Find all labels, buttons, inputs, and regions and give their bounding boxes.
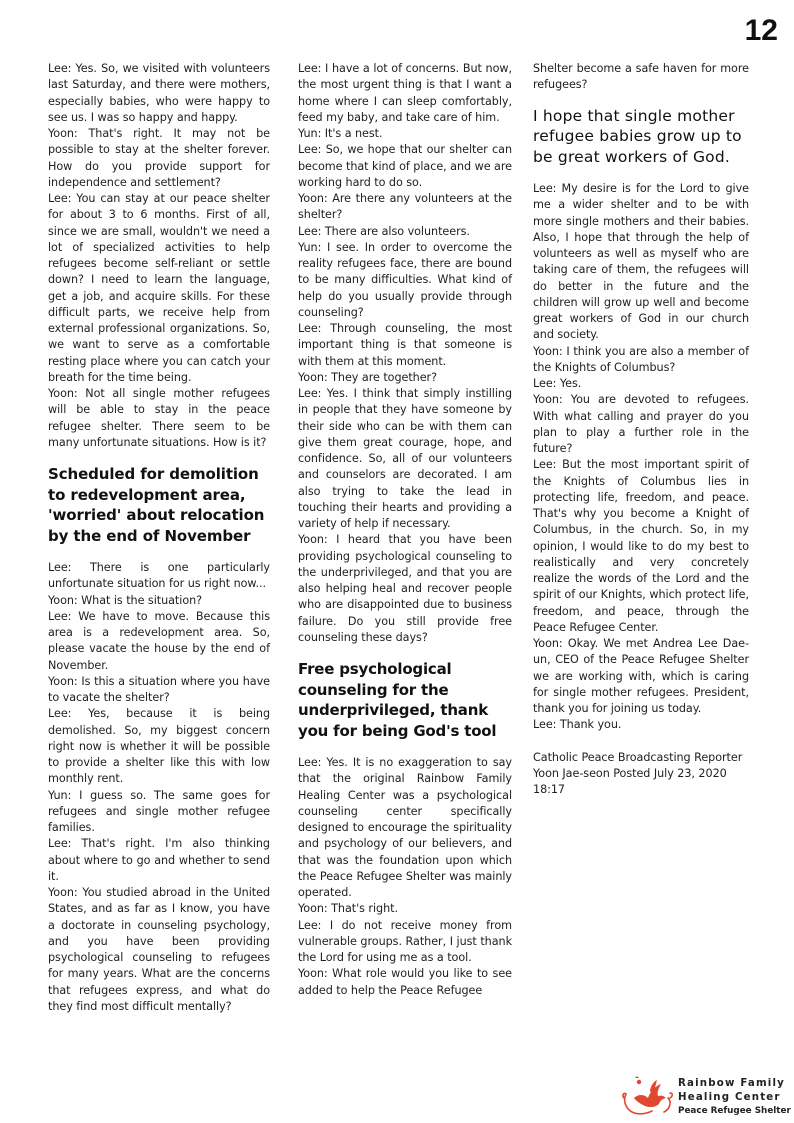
column-3 <box>533 61 749 798</box>
paragraph: Lee: Yes. So, we visited with volunteers last Saturday, and there were mothers, especially babies, who were happy to see us. I was so happy and happy. <box>48 62 270 124</box>
paragraph: Lee: That's right. I'm also thinking about where to go and whether to send it. <box>48 837 270 883</box>
paragraph: Yoon: That's right. It may not be possible to stay at the shelter forever. How do you provide support for independence and settlement? <box>48 127 270 189</box>
logo-line-1: Rainbow Family <box>678 1078 785 1089</box>
paragraph: Yun: I guess so. The same goes for refugees and single mother refugee families. <box>48 788 270 834</box>
article-credit: Catholic Peace Broadcasting Reporter Yoon Jae-seon Posted July 23, 2020 18:17 <box>533 750 743 796</box>
paragraph: Yoon: That's right. <box>298 902 398 916</box>
paragraph: Shelter become a safe haven for more refugees? <box>533 62 749 92</box>
paragraph: Lee: You can stay at our peace shelter for about 3 to 6 months. First of all, since we are small, wouldn't we need a lot of specialized activities to help refugees become self-reliant or settle down? I need to learn the language, get a job, and acquire skills. For these difficult parts, we receive help from external professional organizations. So, we want to serve as a comfortable resting place where you can catch your breath for the time being. <box>48 192 270 384</box>
column-1 <box>48 61 270 1015</box>
logo-line-2: Healing Center <box>678 1092 781 1103</box>
paragraph: Yoon: You are devoted to refugees. With what calling and prayer do you plan to play a further role in the future? <box>533 393 749 455</box>
paragraph: Lee: There are also volunteers. <box>298 224 470 238</box>
page-number: 12 <box>744 14 778 47</box>
paragraph: Yun: I see. In order to overcome the reality refugees face, there are bound to be many difficulties. What kind of help do you usually provide through counseling? <box>298 240 512 319</box>
section-heading: Scheduled for demolition to redevelopment area, 'worried' about relocation by the end of November <box>48 465 265 545</box>
column-2 <box>298 61 512 999</box>
logo-line-3: Peace Refugee Shelter <box>678 1106 791 1116</box>
paragraph: Yun: It's a nest. <box>298 127 383 140</box>
paragraph: Lee: There is one particularly unfortunate situation for us right now... <box>48 561 270 591</box>
paragraph: Yoon: Not all single mother refugees will be able to stay in the peace refugee shelter. There seem to be many unfortunate situations. How is it? <box>48 387 270 449</box>
organization-logo <box>620 1076 791 1118</box>
paragraph: Lee: I do not receive money from vulnerable groups. Rather, I just thank the Lord for using me as a tool. <box>298 918 512 964</box>
paragraph: Lee: Yes, because it is being demolished. So, my biggest concern right now is whether it will be possible to provide a shelter like this with low monthly rent. <box>48 707 270 786</box>
paragraph: Lee: Through counseling, the most important thing is that someone is with them at this moment. <box>298 322 512 368</box>
section-heading: I hope that single mother refugee babies grow up to be great workers of God. <box>533 106 742 166</box>
paragraph: Lee: Yes. I think that simply instilling in people that they have someone by their side who can be with them can give them great courage, hope, and confidence. So, all of our volunteers and counselors are decorated. I am also trying to take the lead in touching their hearts and providing a variety of help if necessary. <box>298 387 512 530</box>
paragraph: Yoon: Are there any volunteers at the shelter? <box>298 192 512 222</box>
paragraph: Yoon: What role would you like to see added to help the Peace Refugee <box>298 967 512 997</box>
paragraph: Yoon: Okay. We met Andrea Lee Dae-un, CEO of the Peace Refugee Shelter we are working with, which is caring for single mother refugees. President, thank you for joining us today. <box>533 637 749 715</box>
paragraph: Lee: So, we hope that our shelter can become that kind of place, and we are working hard to do so. <box>298 143 512 189</box>
paragraph: Yoon: I heard that you have been providing psychological counseling to the underprivileged, and that you are also helping heal and recover people who are disappointed due to business failure. Do you still provide free counseling these days? <box>298 533 512 644</box>
paragraph: Lee: My desire is for the Lord to give me a wider shelter and to be with more single mothers and their babies. Also, I hope that through the help of volunteers as well as myself who are taking care of them, the refugees will do better in the future and the children will grow up well and become great workers of God in our church and society. <box>533 182 749 342</box>
section-heading: Free psychological counseling for the underprivileged, thank you for being God's tool <box>298 660 497 740</box>
paragraph: Yoon: You studied abroad in the United States, and as far as I know, you have a doctorate in counseling psychology, and you have been providing psychological counseling to refugees for many years. What are the concerns that refugees express, and what do they find most difficult mentally? <box>48 886 270 1013</box>
paragraph: Lee: I have a lot of concerns. But now, the most urgent thing is that I want a home where I can sleep comfortably, feed my baby, and take care of him. <box>298 62 512 124</box>
paragraph: Yoon: I think you are also a member of the Knights of Columbus? <box>533 344 749 374</box>
paragraph: Yoon: Is this a situation where you have to vacate the shelter? <box>48 674 270 704</box>
paragraph: Lee: Yes. It is no exaggeration to say that the original Rainbow Family Healing Center was a psychological counseling center specifically designed to encourage the spirituality and psychology of our believers, and that was the foundation upon which the Peace Refugee Shelter was mainly operated. <box>298 756 512 899</box>
paragraph: Lee: Yes. <box>533 377 582 390</box>
paragraph: Lee: We have to move. Because this area is a redevelopment area. So, please vacate the house by the end of November. <box>48 609 270 672</box>
dove-with-hands-icon <box>620 1076 676 1118</box>
paragraph: Lee: Thank you. <box>533 718 622 732</box>
paragraph: Lee: But the most important spirit of the Knights of Columbus lies in protecting life, freedom, and peace. That's why you become a Knight of Columbus, in the church. So, in my opinion, I would like to do my best to realistically and very concretely realize the words of the Lord and the spirit of our Knights, which protect life, freedom, and peace, through the Peace Refugee Center. <box>533 458 749 634</box>
paragraph: Yoon: What is the situation? <box>48 593 203 607</box>
paragraph: Yoon: They are together? <box>298 370 437 384</box>
